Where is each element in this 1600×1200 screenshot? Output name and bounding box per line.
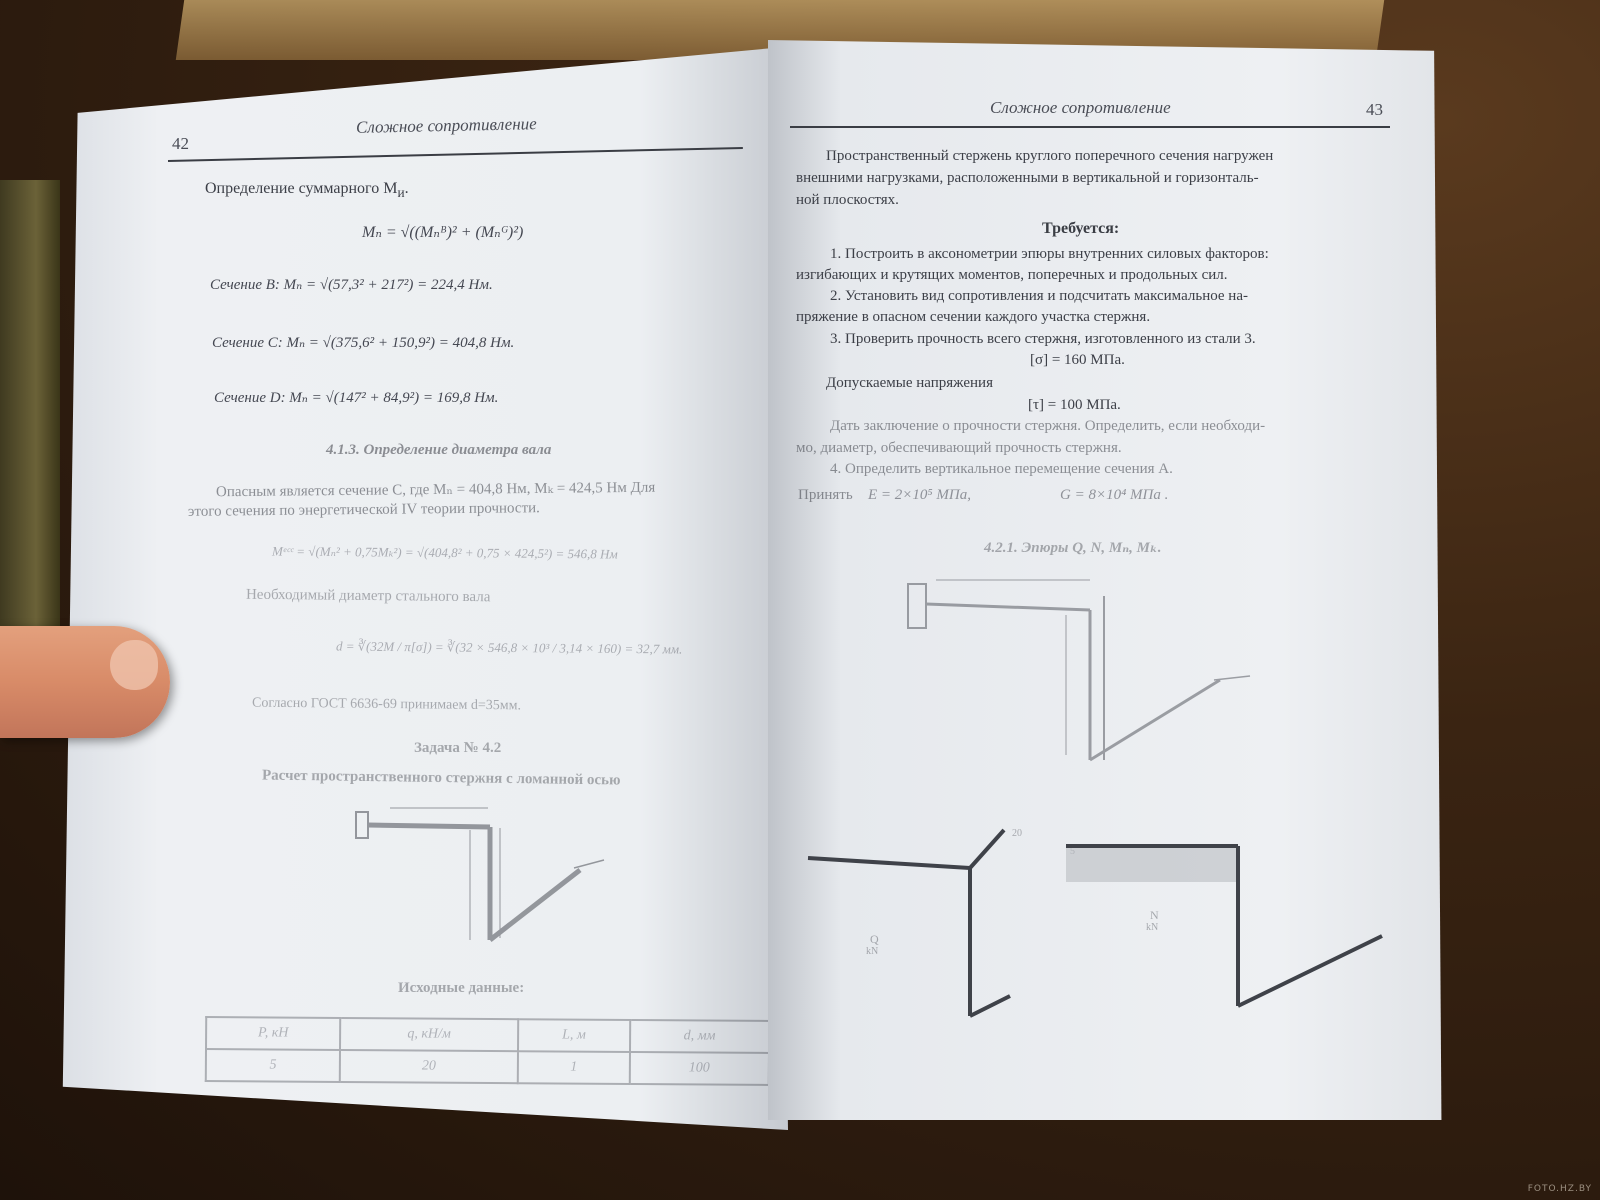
table-header-cell: L, м <box>518 1019 630 1052</box>
watermark: FOTO.HZ.BY <box>1527 1184 1592 1194</box>
accept-g: G = 8×10⁴ МПа . <box>1060 487 1169 503</box>
problem-line1: Пространственный стержень круглого поперечного сечения нагружен <box>826 148 1274 164</box>
dangerous-section-line2: этого сечения по энергетической IV теории прочности. <box>187 500 540 520</box>
requirement-2-line1: 2. Установить вид сопротивления и подсчитать максимальное на- <box>830 288 1248 304</box>
n-axis-unit: kN <box>1146 922 1159 933</box>
dangerous-section-line1: Опасным является сечение C, где Mₙ = 404,8 Нм, Mₖ = 424,5 Нм Для <box>215 479 656 501</box>
equivalent-moment-formula: Mᵉᶜᶜ = √(Mₙ² + 0,75Mₖ²) = √(404,8² + 0,75 × 424,5²) = 546,8 Нм <box>271 543 618 562</box>
diameter-intro: Необходимый диаметр стального вала <box>245 586 491 606</box>
requirement-2-line2: пряжение в опасном сечении каждого участка стержня. <box>796 309 1151 325</box>
requirement-4: 4. Определить вертикальное перемещение сечения A. <box>830 461 1173 477</box>
right-rod-sketch <box>908 580 1250 760</box>
table-cell: 100 <box>630 1052 769 1085</box>
required-title: Требуется: <box>1042 220 1120 237</box>
general-moment-formula: Mₙ = √((Mₙᴮ)² + (Mₙᴳ)²) <box>362 224 524 241</box>
q-axis-unit: kN <box>866 946 879 957</box>
intro-line: Определение суммарного $М_и$. <box>205 180 409 201</box>
diameter-formula: d = ∛(32M / π[σ]) = ∛(32 × 546,8 × 10³ / 3,14 × 160) = 32,7 мм. <box>335 638 683 657</box>
initial-data-title: Исходные данные: <box>398 980 525 996</box>
right-page-number: 43 <box>1366 100 1383 119</box>
left-page-number: 42 <box>172 134 189 153</box>
problem-line3: ной плоскостях. <box>796 192 899 208</box>
requirement-1-line2: изгибающих и крутящих моментов, поперечных и продольных сил. <box>796 267 1228 283</box>
gost-line: Согласно ГОСТ 6636-69 принимаем d=35мм. <box>251 695 522 714</box>
left-subsection-title: 4.1.3. Определение диаметра вала <box>326 442 552 458</box>
n-axis-label: N <box>1150 908 1159 922</box>
table-header-cell: d, мм <box>630 1020 769 1053</box>
table-header-cell: P, кН <box>206 1017 340 1050</box>
accept-e: E = 2×10⁵ МПа, <box>868 487 971 503</box>
left-running-header: Сложное сопротивление <box>355 114 537 137</box>
table-cell: 5 <box>206 1049 340 1082</box>
accept-label: Принять <box>798 487 853 503</box>
requirement-3-line1: 3. Проверить прочность всего стержня, изготовленного из стали 3. <box>830 331 1256 347</box>
q-epure-diagram <box>808 830 1010 1016</box>
value-20-label: 20 <box>1012 828 1022 839</box>
task-title: Задача № 4.2 <box>414 740 502 756</box>
conclusion-line2: мо, диаметр, обеспечивающий прочность стержня. <box>796 440 1122 456</box>
table-cell: 20 <box>340 1050 518 1083</box>
section-c-formula: Сечение C: Mₙ = √(375,6² + 150,9²) = 404,8 Нм. <box>212 335 515 351</box>
task-subtitle: Расчет пространственного стержня с ломанной осью <box>261 767 621 789</box>
left-rod-sketch <box>356 808 604 940</box>
thumbnail-nail <box>110 640 158 690</box>
requirement-1-line1: 1. Построить в аксонометрии эпюры внутренних силовых факторов: <box>830 246 1269 262</box>
table-cell: 1 <box>518 1051 630 1084</box>
q-axis-label: Q <box>870 932 879 946</box>
n-epure-diagram <box>1066 846 1382 1006</box>
right-subsection-title: 4.2.1. Эпюры Q, N, Mₙ, Mₖ. <box>984 540 1162 556</box>
section-b-formula: Сечение B: Mₙ = √(57,3² + 217²) = 224,4 Нм. <box>210 277 493 293</box>
section-d-formula: Сечение D: Mₙ = √(147² + 84,9²) = 169,8 Нм. <box>214 390 499 406</box>
allowable-stresses-label: Допускаемые напряжения <box>826 375 993 391</box>
tau-allowable: [τ] = 100 МПа. <box>1028 397 1121 413</box>
right-running-header: Сложное сопротивление <box>990 98 1171 117</box>
conclusion-line1: Дать заключение о прочности стержня. Определить, если необходи- <box>830 418 1266 434</box>
table-header-cell: q, кН/м <box>340 1018 518 1051</box>
problem-line2: внешними нагрузками, расположенными в вертикальной и горизонталь- <box>796 170 1259 186</box>
sigma-allowable: [σ] = 160 МПа. <box>1030 352 1125 368</box>
